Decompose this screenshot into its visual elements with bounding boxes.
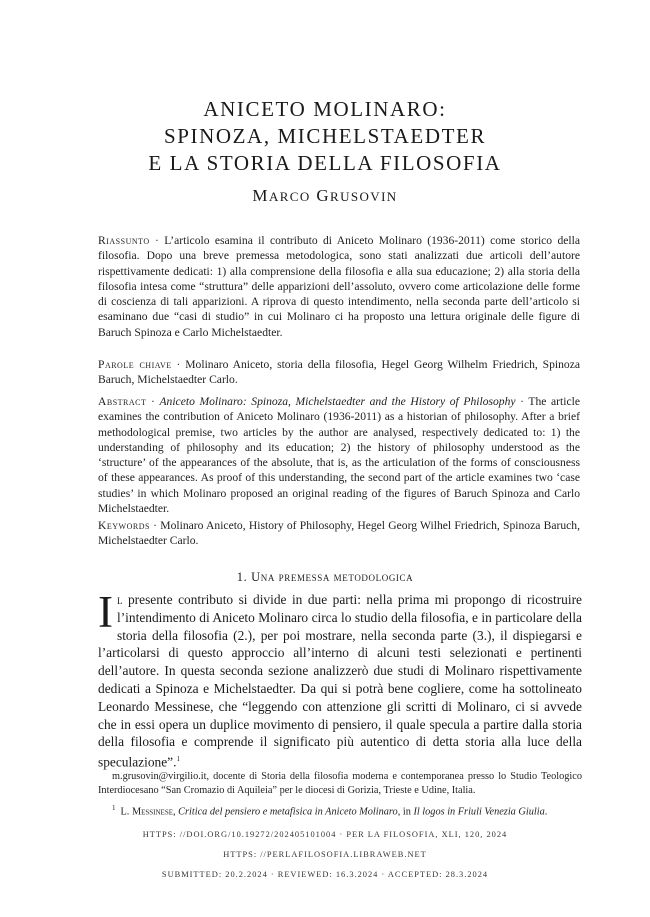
affiliation-note: m.grusovin@virgilio.it, docente di Storia della filosofia moderna e contemporanea presso lo Studio Teologico Interdiocesano “San Cromazio di Aquileia” per le diocesi di Gorizia, Trieste e Udine, Italia.: [98, 771, 582, 796]
body-paragraph: Il presente contributo si divide in due parti: nella prima mi propongo di ricostruire l’intendimento di Aniceto Molinaro circa lo studio della filosofia, e in particolare della storia della filosofia (2.), per poi mostrare, nella seconda parte (3.), il dispiegarsi e l’articolarsi di questo approccio all’interno di alcuni testi selezionati e pertinenti dell’autore. In questa seconda sezione analizzerò due studi di Molinaro rispettivamente dedicati a Spinoza e Michelstaedter. Da qui si potrà bene cogliere, come ha sottolineato Leonardo Messinese, che “leggendo con attenzione gli scritti di Molinaro, ci si avvede che in essi opera un duplice movimento di pensiero, il quale specula a partire dalla storia della filosofia e comprende il significato più autentico di detta storia alla luce della speculazione”.$^1$: [98, 587, 582, 770]
footnote-1: $^1$ L. Messinese, Critica del pensiero e metafisica in Aniceto Molinaro, in Il logos in Friuli Venezia Giulia.: [112, 804, 548, 818]
doi-line: HTTPS: //DOI.ORG/10.19272/202405101004 · PER LA FILOSOFIA, XLI, 120, 2024: [142, 830, 508, 839]
body-text: presente contributo si divide in due parti: nella prima mi propongo di ricostruire l’intendimento di Aniceto Molinaro circa lo studio della filosofia, e in particolare della storia della filosofia (2.), per poi mostrare, nella seconda parte (3.), il dispiegarsi e l’articolarsi di questo approccio all’interno di alcuni testi selezionati e pertinenti dell’autore. In questa seconda sezione analizzerò due studi di Molinaro rispettivamente dedicati a Spinoza e Michelstaedter. Da qui si potrà bene cogliere, come ha sottolineato Leonardo Messinese, che “leggendo con attenzione gli scritti di Molinaro, ci si avvede che in essi opera un duplice movimento di pensiero, il quale specula a partire dalla storia della filosofia e comprende il significato più autentico di detta storia alla luce della speculazione”.: [98, 592, 582, 770]
keywords-text: Molinaro Aniceto, History of Philosophy, Hegel Georg Wilhel Friedrich, Spinoza Baruch, Michelstaedter Carlo.: [98, 519, 580, 548]
parole-chiave-label: Parole chiave: [98, 358, 172, 371]
abstract-label: Abstract: [98, 395, 147, 408]
drop-cap: I: [98, 587, 113, 637]
parole-chiave-text: Molinaro Aniceto, storia della filosofia, Hegel Georg Wilhelm Friedrich, Spinoza Baruch, Michelstaedter Carlo.: [98, 358, 580, 387]
riassunto-text: L’articolo esamina il contributo di Aniceto Molinaro (1936-2011) come storico della filosofia. Dopo una breve premessa metodologica, sono stati analizzati due articoli dell’autore rispettivamente dedicati: 1) alla comprensione della filosofia e alla sua educazione; 2) alla storia della filosofia intesa come “struttura” delle apparizioni dell’assoluto, ovvero come articolazione delle forme di coscienza di tali apparizioni. A riprova di questo intendimento, nella seconda parte dell’articolo si esaminano due “casi di studio” in cui Molinaro ci ha proposto una lettura originale delle figure di Baruch Spinoza e Carlo Michelstaedter.: [98, 234, 580, 339]
submission-dates: SUBMITTED: 20.2.2024 · REVIEWED: 16.3.2024 · ACCEPTED: 28.3.2024: [161, 870, 489, 879]
journal-url: HTTPS: //PERLAFILOSOFIA.LIBRAWEB.NET: [223, 850, 427, 859]
author-name: MARCO GRUSOVIN: [252, 186, 398, 205]
abstract-title: Aniceto Molinaro: Spinoza, Michelstaedter and the History of Philosophy: [159, 395, 516, 408]
title-line-2: SPINOZA, MICHELSTAEDTER: [163, 124, 487, 148]
title-line-3: E LA STORIA DELLA FILOSOFIA: [148, 151, 502, 175]
keywords-paragraph: Keywords · Molinaro Aniceto, History of Philosophy, Hegel Georg Wilhel Friedrich, Spinoza Baruch, Michelstaedter Carlo.: [98, 519, 580, 548]
keywords-label: Keywords: [98, 519, 150, 532]
parole-chiave-paragraph: Parole chiave · Molinaro Aniceto, storia della filosofia, Hegel Georg Wilhelm Friedrich, Spinoza Baruch, Michelstaedter Carlo.: [98, 358, 580, 387]
title-line-1: ANICETO MOLINARO:: [203, 97, 447, 121]
riassunto-label: Riassunto: [98, 234, 150, 247]
abstract-text: The article examines the contribution of Aniceto Molinaro (1936-2011) as a historian of philosophy. After a brief methodological premise, two articles by the author are analysed, respectively dedicated to: 1) the understanding of philosophy and its education; 2) the history of philosophy understood as the ‘structure’ of the appearances of the absolute, that is, as the articulation of the forms of consciousness of these appearances. As proof of this understanding, the second part of the article examines two ‘case studies’ in which Molinaro proposed an original reading of the figures of Baruch Spinoza and Carlo Michelstaedter.: [98, 395, 580, 516]
section-heading: 1. Una premessa metodologica: [236, 570, 414, 584]
footnotes: [98, 770, 582, 822]
article-title: [0, 96, 650, 177]
footnote-ref: 1: [176, 755, 180, 764]
abstract-paragraph: Abstract · Aniceto Molinaro: Spinoza, Michelstaedter and the History of Philosophy · The article examines the contribution of Aniceto Molinaro (1936-2011) as a historian of philosophy. After a brief methodological premise, two articles by the author are analysed, respectively dedicated to: 1) the understanding of philosophy and its education; 2) the history of philosophy understood as the ‘structure’ of the appearances of the absolute, that is, as the articulation of the forms of consciousness of these appearances. As proof of this understanding, the second part of the article examines two ‘case studies’ in which Molinaro proposed an original reading of the figures of Baruch Spinoza and Carlo Michelstaedter.: [98, 395, 580, 516]
riassunto-paragraph: Riassunto · L’articolo esamina il contributo di Aniceto Molinaro (1936-2011) come storico della filosofia. Dopo una breve premessa metodologica, sono stati analizzati due articoli dell’autore rispettivamente dedicati: 1) alla comprensione della filosofia e alla sua educazione; 2) alla storia della filosofia intesa come “struttura” delle apparizioni dell’assoluto, ovvero come articolazione delle forme di coscienza di tali apparizioni. A riprova di questo intendimento, nella seconda parte dell’articolo si esaminano due “casi di studio” in cui Molinaro ci ha proposto una lettura originale delle figure di Baruch Spinoza e Carlo Michelstaedter.: [98, 234, 580, 339]
